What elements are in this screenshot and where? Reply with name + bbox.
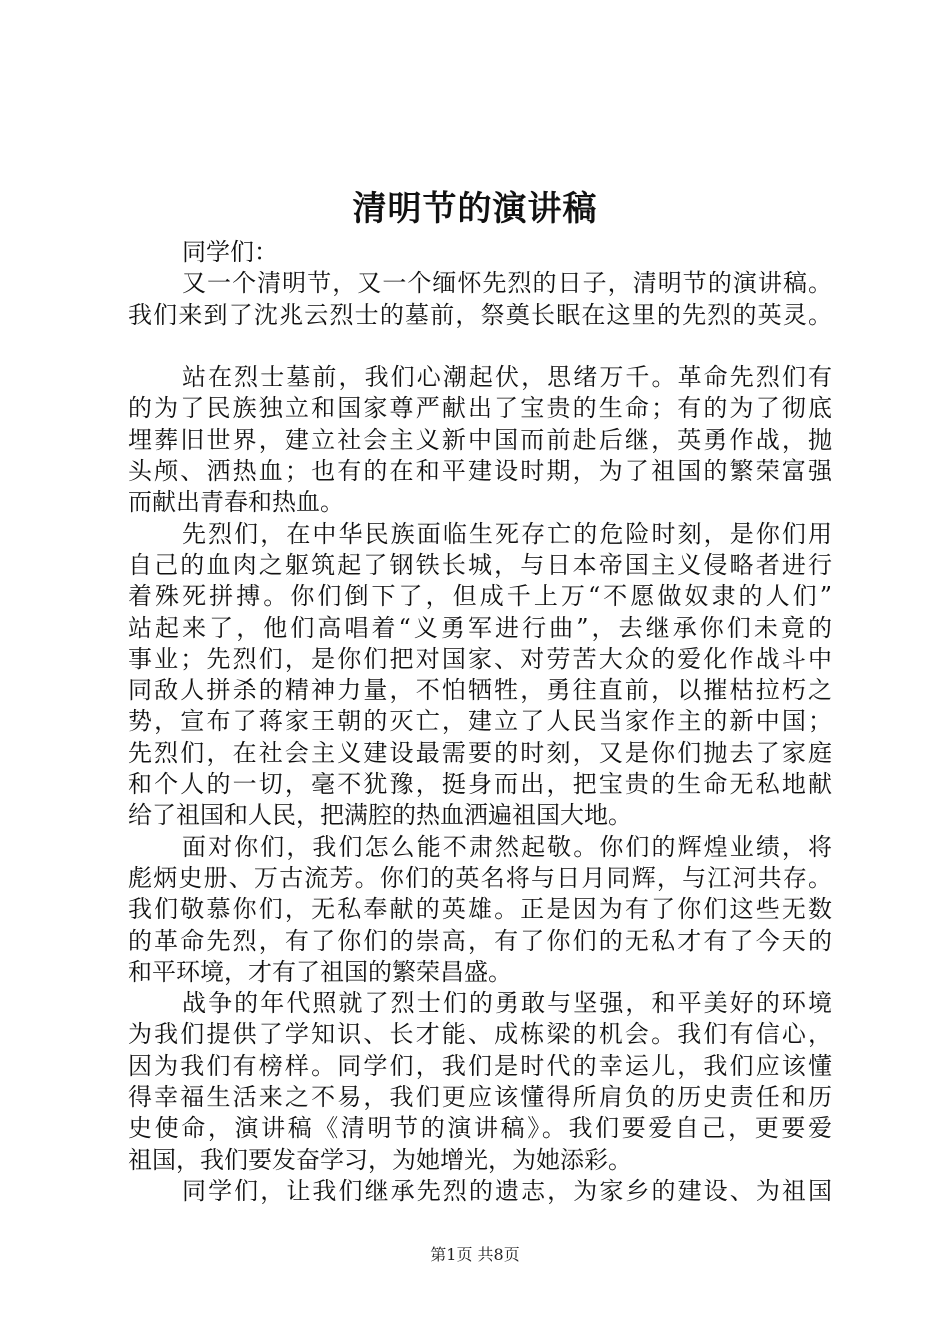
paragraph-line: 得幸福生活来之不易，我们更应该懂得所肩负的历史责任和历	[128, 1083, 832, 1112]
paragraph-line: 着殊死拼搏。你们倒下了，但成千上万“不愿做奴隶的人们”	[128, 582, 832, 611]
paragraph-1	[128, 268, 832, 331]
greeting: 同学们：	[182, 238, 278, 266]
page-number-footer: 第1页 共8页	[430, 1245, 520, 1264]
paragraph-line: 同敌人拼杀的精神力量，不怕牺牲，勇往直前，以摧枯拉朽之	[128, 676, 832, 705]
paragraph-line: 和个人的一切，毫不犹豫，挺身而出，把宝贵的生命无私地献	[128, 770, 832, 799]
paragraph-line: 站在烈士墓前，我们心潮起伏，思绪万千。革命先烈们有	[182, 363, 832, 392]
paragraph-line: 埋葬旧世界，建立社会主义新中国而前赴后继，英勇作战，抛	[128, 425, 832, 454]
paragraph-line: 史使命，演讲稿《清明节的演讲稿》。我们要爱自己，更要爱	[128, 1114, 832, 1143]
paragraph-line: 为我们提供了学知识、长才能、成栋梁的机会。我们有信心，	[128, 1020, 832, 1049]
document-title: 清明节的演讲稿	[352, 189, 598, 229]
paragraph-5	[128, 988, 832, 1176]
paragraph-line: 又一个清明节，又一个缅怀先烈的日子，清明节的演讲稿。	[182, 269, 832, 298]
paragraph-line: 我们来到了沈兆云烈士的墓前，祭奠长眠在这里的先烈的英灵。	[128, 300, 832, 329]
paragraph-6	[128, 1176, 832, 1207]
paragraph-line: 面对你们，我们怎么能不肃然起敬。你们的辉煌业绩，将	[182, 832, 832, 861]
paragraph-line: 因为我们有榜样。同学们，我们是时代的幸运儿，我们应该懂	[128, 1051, 832, 1080]
paragraph-line: 的革命先烈，有了你们的崇高，有了你们的无私才有了今天的	[128, 926, 832, 955]
paragraph-line: 祖国，我们要发奋学习，为她增光，为她添彩。	[128, 1145, 632, 1174]
document-body	[128, 237, 832, 1207]
paragraph-3	[128, 519, 832, 832]
paragraph-line: 而献出青春和热血。	[128, 488, 344, 517]
paragraph-line: 自己的血肉之躯筑起了钢铁长城，与日本帝国主义侵略者进行	[128, 550, 832, 579]
paragraph-line: 头颅、洒热血；也有的在和平建设时期，为了祖国的繁荣富强	[128, 457, 832, 486]
paragraph-line: 势，宣布了蒋家王朝的灭亡，建立了人民当家作主的新中国；	[128, 707, 832, 736]
paragraph-line: 战争的年代照就了烈士们的勇敢与坚强，和平美好的环境	[182, 989, 832, 1018]
paragraph-line: 的为了民族独立和国家尊严献出了宝贵的生命；有的为了彻底	[128, 394, 832, 423]
paragraph-line: 给了祖国和人民，把满腔的热血洒遍祖国大地。	[128, 801, 632, 830]
paragraph-line: 先烈们，在中华民族面临生死存亡的危险时刻，是你们用	[182, 519, 832, 548]
blank-line	[128, 331, 832, 362]
paragraph-line: 我们敬慕你们，无私奉献的英雄。正是因为有了你们这些无数	[128, 895, 832, 924]
paragraph-line: 站起来了，他们高唱着“义勇军进行曲”，去继承你们未竟的	[128, 613, 832, 642]
paragraph-4	[128, 832, 832, 988]
paragraph-line: 彪炳史册、万古流芳。你们的英名将与日月同辉，与江河共存。	[128, 863, 832, 892]
paragraph-line: 同学们，让我们继承先烈的遗志，为家乡的建设、为祖国	[182, 1176, 832, 1205]
paragraph-2	[128, 362, 832, 518]
paragraph-line: 事业；先烈们，是你们把对国家、对劳苦大众的爱化作战斗中	[128, 644, 832, 673]
paragraph-line: 先烈们，在社会主义建设最需要的时刻，又是你们抛去了家庭	[128, 738, 832, 767]
paragraph-line: 和平环境，才有了祖国的繁荣昌盛。	[128, 957, 512, 986]
